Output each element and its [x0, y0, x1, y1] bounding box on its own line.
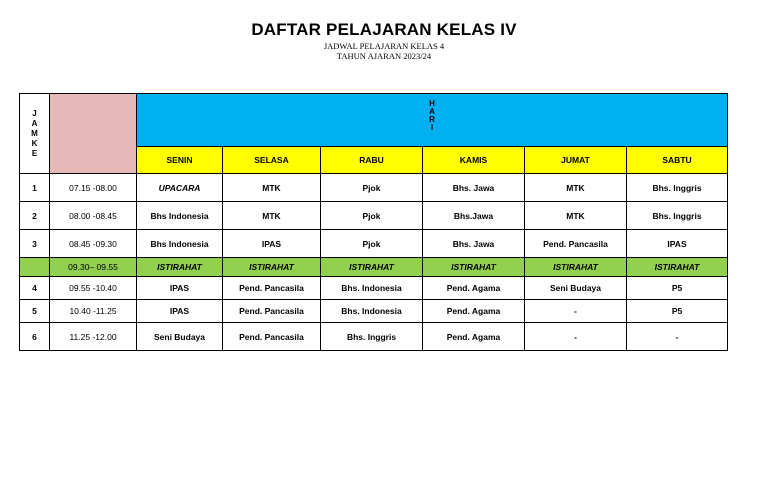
- table-cell: Seni Budaya: [137, 323, 223, 351]
- table-cell: Pend. Pancasila: [525, 230, 627, 258]
- schedule-table: [19, 93, 728, 351]
- table-cell: Bhs. Inggris: [627, 202, 728, 230]
- table-cell: Pjok: [321, 202, 423, 230]
- table-cell: IPAS: [137, 300, 223, 323]
- day-header-kamis: KAMIS: [423, 147, 525, 174]
- table-cell: Bhs. Jawa: [423, 174, 525, 202]
- table-cell: Pend. Pancasila: [223, 277, 321, 300]
- table-row: [20, 202, 728, 230]
- period-number: 1: [20, 174, 50, 202]
- period-time: 09.30– 09.55: [50, 258, 137, 277]
- period-time: 11.25 -12.00: [50, 323, 137, 351]
- day-header-rabu: RABU: [321, 147, 423, 174]
- table-row: [20, 323, 728, 351]
- table-cell: ISTIRAHAT: [321, 258, 423, 277]
- table-cell: IPAS: [223, 230, 321, 258]
- table-cell: Pend. Pancasila: [223, 323, 321, 351]
- table-cell: UPACARA: [137, 174, 223, 202]
- period-number: [20, 258, 50, 277]
- day-header-sabtu: SABTU: [627, 147, 728, 174]
- period-number: 6: [20, 323, 50, 351]
- day-header-jumat: JUMAT: [525, 147, 627, 174]
- table-cell: Bhs.Jawa: [423, 202, 525, 230]
- table-cell: Pend. Agama: [423, 277, 525, 300]
- table-cell: Pend. Agama: [423, 300, 525, 323]
- table-cell: -: [525, 300, 627, 323]
- table-cell: Pjok: [321, 174, 423, 202]
- hari-header: H A R I: [137, 94, 728, 147]
- table-cell: Bhs. Inggris: [321, 323, 423, 351]
- table-cell: MTK: [223, 202, 321, 230]
- subtitle-schedule: JADWAL PELAJARAN KELAS 4: [323, 41, 445, 51]
- table-cell: IPAS: [137, 277, 223, 300]
- table-row: [20, 277, 728, 300]
- table-cell: Bhs. Indonesia: [321, 300, 423, 323]
- subtitle-year: TAHUN AJARAN 2023/24: [336, 51, 432, 61]
- period-number: 5: [20, 300, 50, 323]
- table-cell: Pjok: [321, 230, 423, 258]
- table-cell: ISTIRAHAT: [423, 258, 525, 277]
- table-cell: -: [525, 323, 627, 351]
- table-cell: ISTIRAHAT: [223, 258, 321, 277]
- table-cell: Bhs Indonesia: [137, 202, 223, 230]
- period-time: 09.55 -10.40: [50, 277, 137, 300]
- table-cell: MTK: [525, 174, 627, 202]
- time-header: [50, 94, 137, 174]
- table-cell: Bhs Indonesia: [137, 230, 223, 258]
- table-row: [20, 300, 728, 323]
- table-cell: ISTIRAHAT: [627, 258, 728, 277]
- table-cell: Bhs. Jawa: [423, 230, 525, 258]
- table-cell: Pend. Agama: [423, 323, 525, 351]
- table-cell: Pend. Pancasila: [223, 300, 321, 323]
- table-cell: ISTIRAHAT: [525, 258, 627, 277]
- table-cell: P5: [627, 277, 728, 300]
- break-row: [20, 258, 728, 277]
- table-cell: -: [627, 323, 728, 351]
- table-cell: Bhs. Inggris: [627, 174, 728, 202]
- period-time: 07.15 -08.00: [50, 174, 137, 202]
- table-row: [20, 174, 728, 202]
- page-title: DAFTAR PELAJARAN KELAS IV: [251, 20, 517, 39]
- period-number: 3: [20, 230, 50, 258]
- table-cell: MTK: [223, 174, 321, 202]
- table-cell: IPAS: [627, 230, 728, 258]
- table-cell: MTK: [525, 202, 627, 230]
- day-header-senin: SENIN: [137, 147, 223, 174]
- jam-ke-header: J A M K E: [20, 94, 50, 174]
- table-cell: Bhs. Indonesia: [321, 277, 423, 300]
- day-header-selasa: SELASA: [223, 147, 321, 174]
- period-number: 4: [20, 277, 50, 300]
- period-time: 08.45 -09.30: [50, 230, 137, 258]
- period-time: 08.00 -08.45: [50, 202, 137, 230]
- table-row: [20, 230, 728, 258]
- period-number: 2: [20, 202, 50, 230]
- table-cell: ISTIRAHAT: [137, 258, 223, 277]
- period-time: 10.40 -11.25: [50, 300, 137, 323]
- table-cell: P5: [627, 300, 728, 323]
- table-cell: Seni Budaya: [525, 277, 627, 300]
